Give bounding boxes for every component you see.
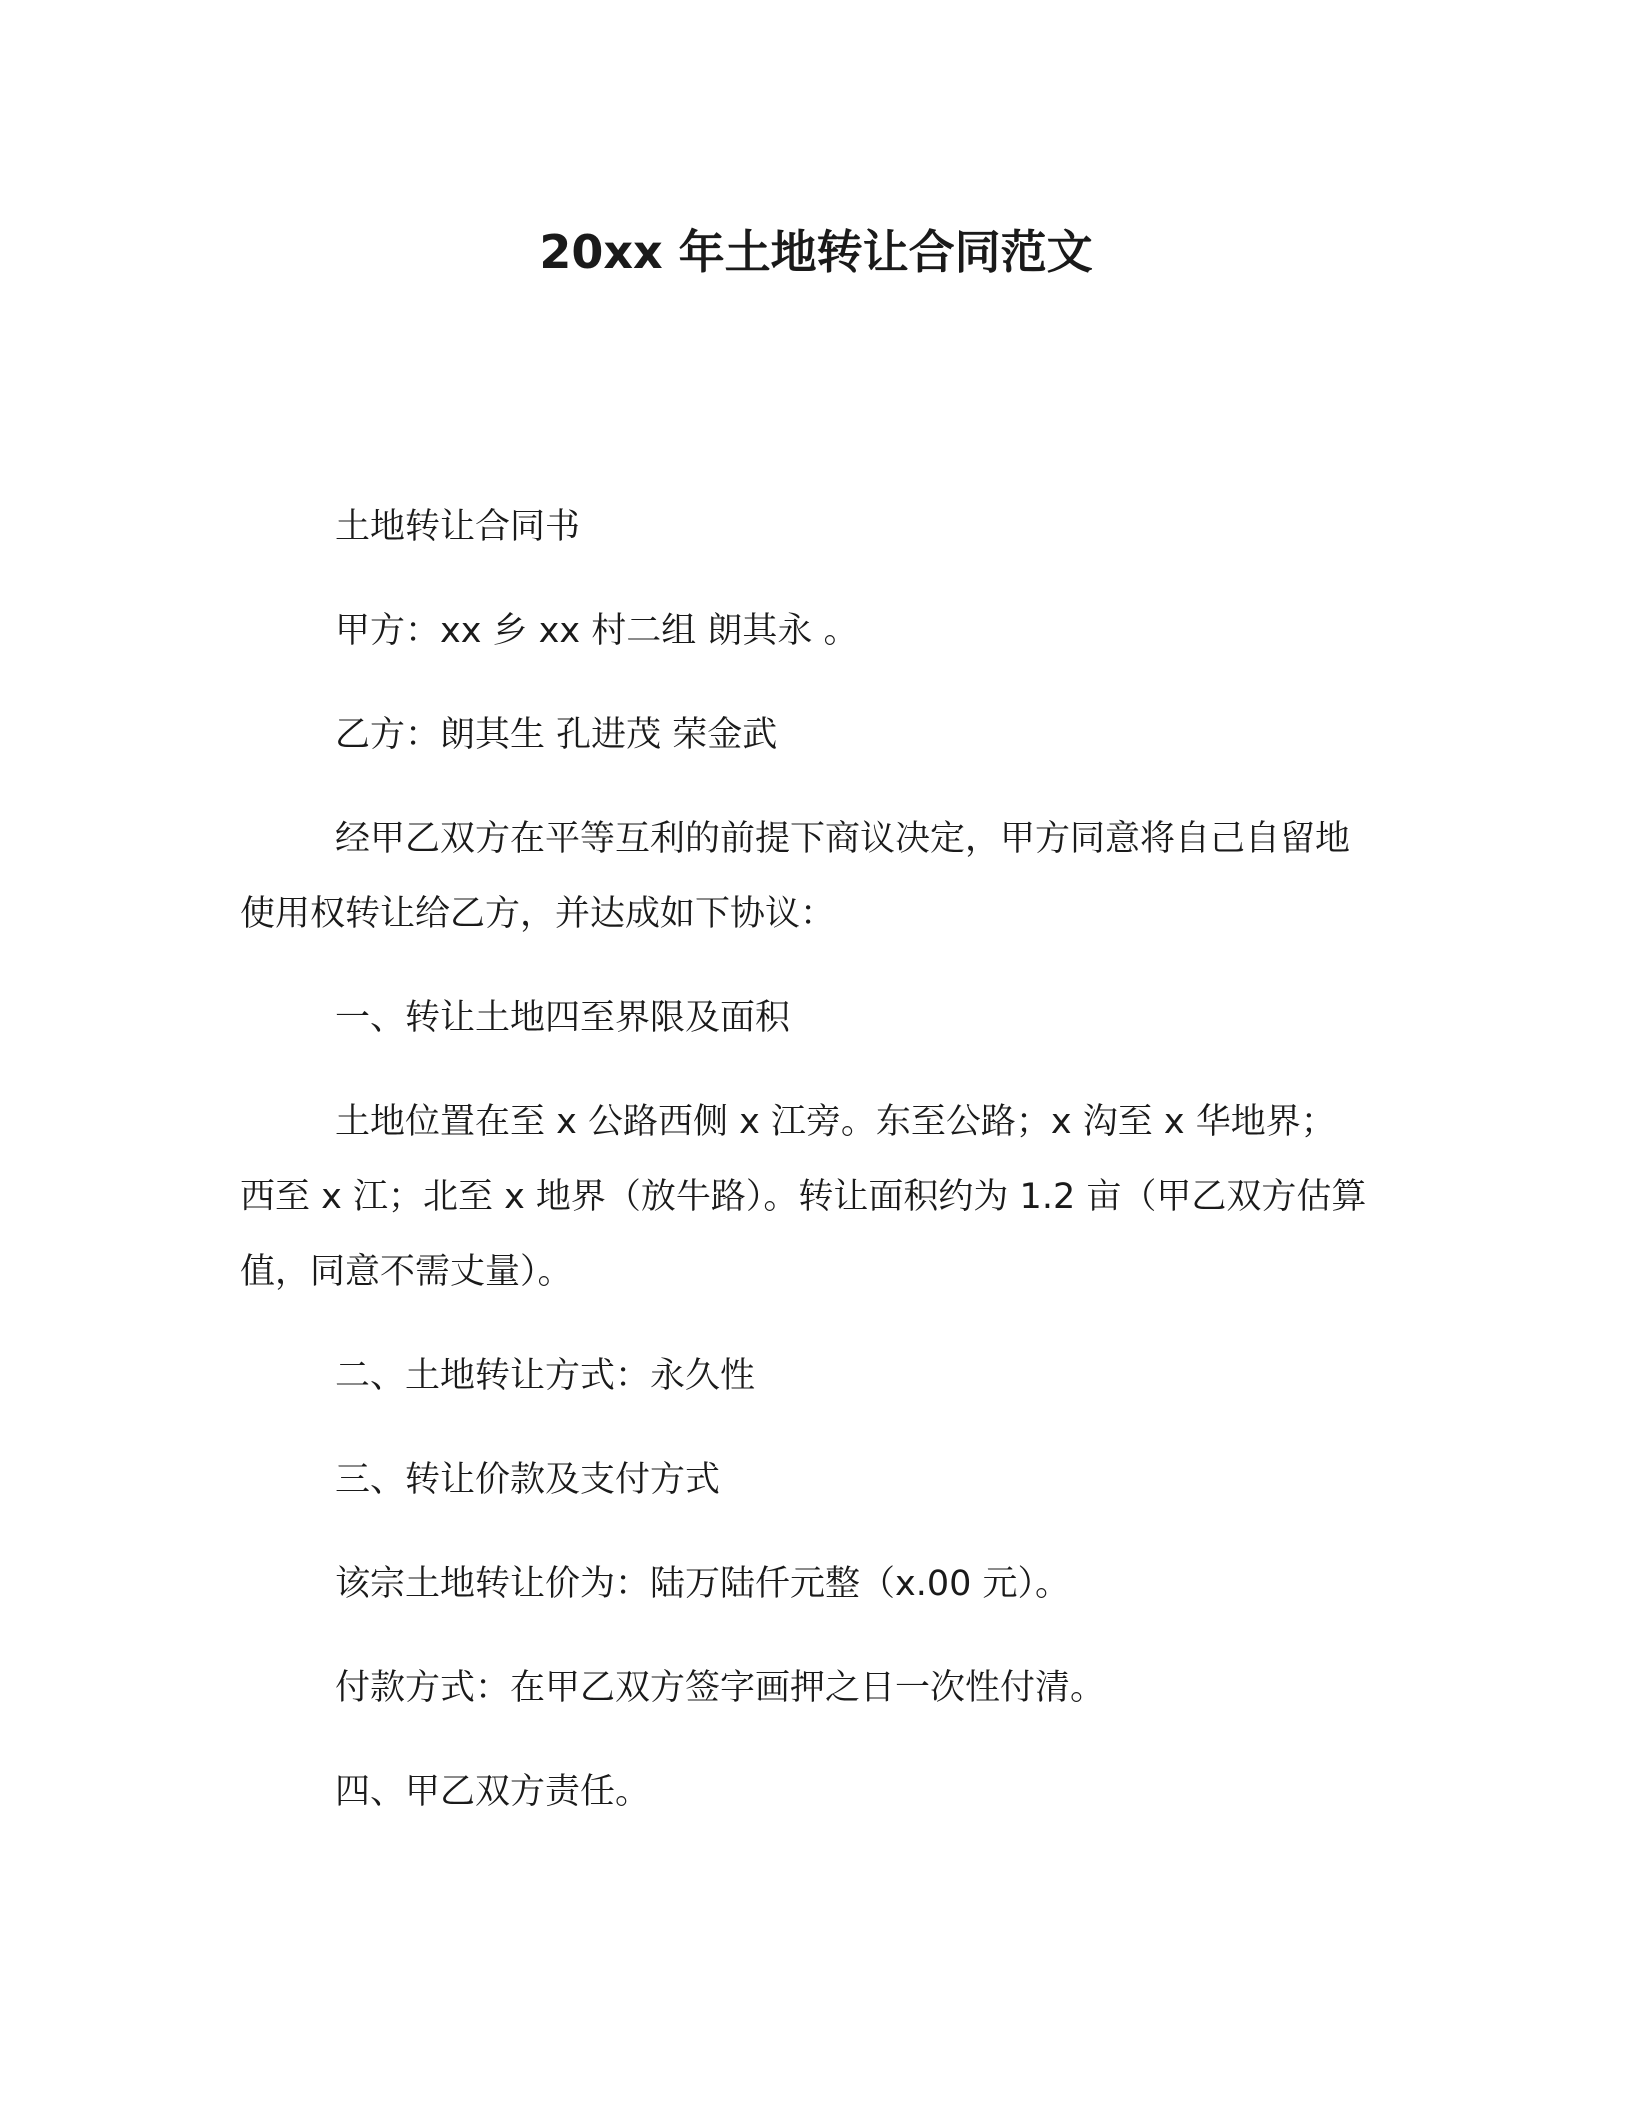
paragraph-section-1: 一、转让土地四至界限及面积	[335, 998, 791, 1038]
paragraph-party-b: 乙方：朗其生 孔进茂 荣金武	[335, 715, 778, 755]
document-body	[240, 490, 1370, 1859]
paragraph-section-4: 四、甲乙双方责任。	[335, 1772, 651, 1812]
paragraph-party-a: 甲方：xx 乡 xx 村二组 朗其永 。	[335, 611, 859, 651]
paragraph-land-location: 土地位置在至 x 公路西侧 x 江旁。东至公路；x 沟至 x 华地界；西至 x 江；北至 x 地界（放牛路）。转让面积约为 1.2 亩（甲乙双方估算值，同意不需丈量）。	[240, 1102, 1367, 1292]
paragraph-heading: 土地转让合同书	[335, 507, 581, 547]
paragraph-section-3: 三、转让价款及支付方式	[335, 1460, 721, 1500]
paragraph-price: 该宗土地转让价为：陆万陆仟元整（x.00 元）。	[335, 1564, 1071, 1604]
paragraph-preamble: 经甲乙双方在平等互利的前提下商议决定，甲方同意将自己自留地使用权转让给乙方，并达成如下协议：	[240, 819, 1351, 934]
document-title: 20xx 年土地转让合同范文	[539, 225, 1093, 279]
paragraph-section-2: 二、土地转让方式：永久性	[335, 1356, 756, 1396]
paragraph-payment: 付款方式：在甲乙双方签字画押之日一次性付清。	[335, 1668, 1106, 1708]
